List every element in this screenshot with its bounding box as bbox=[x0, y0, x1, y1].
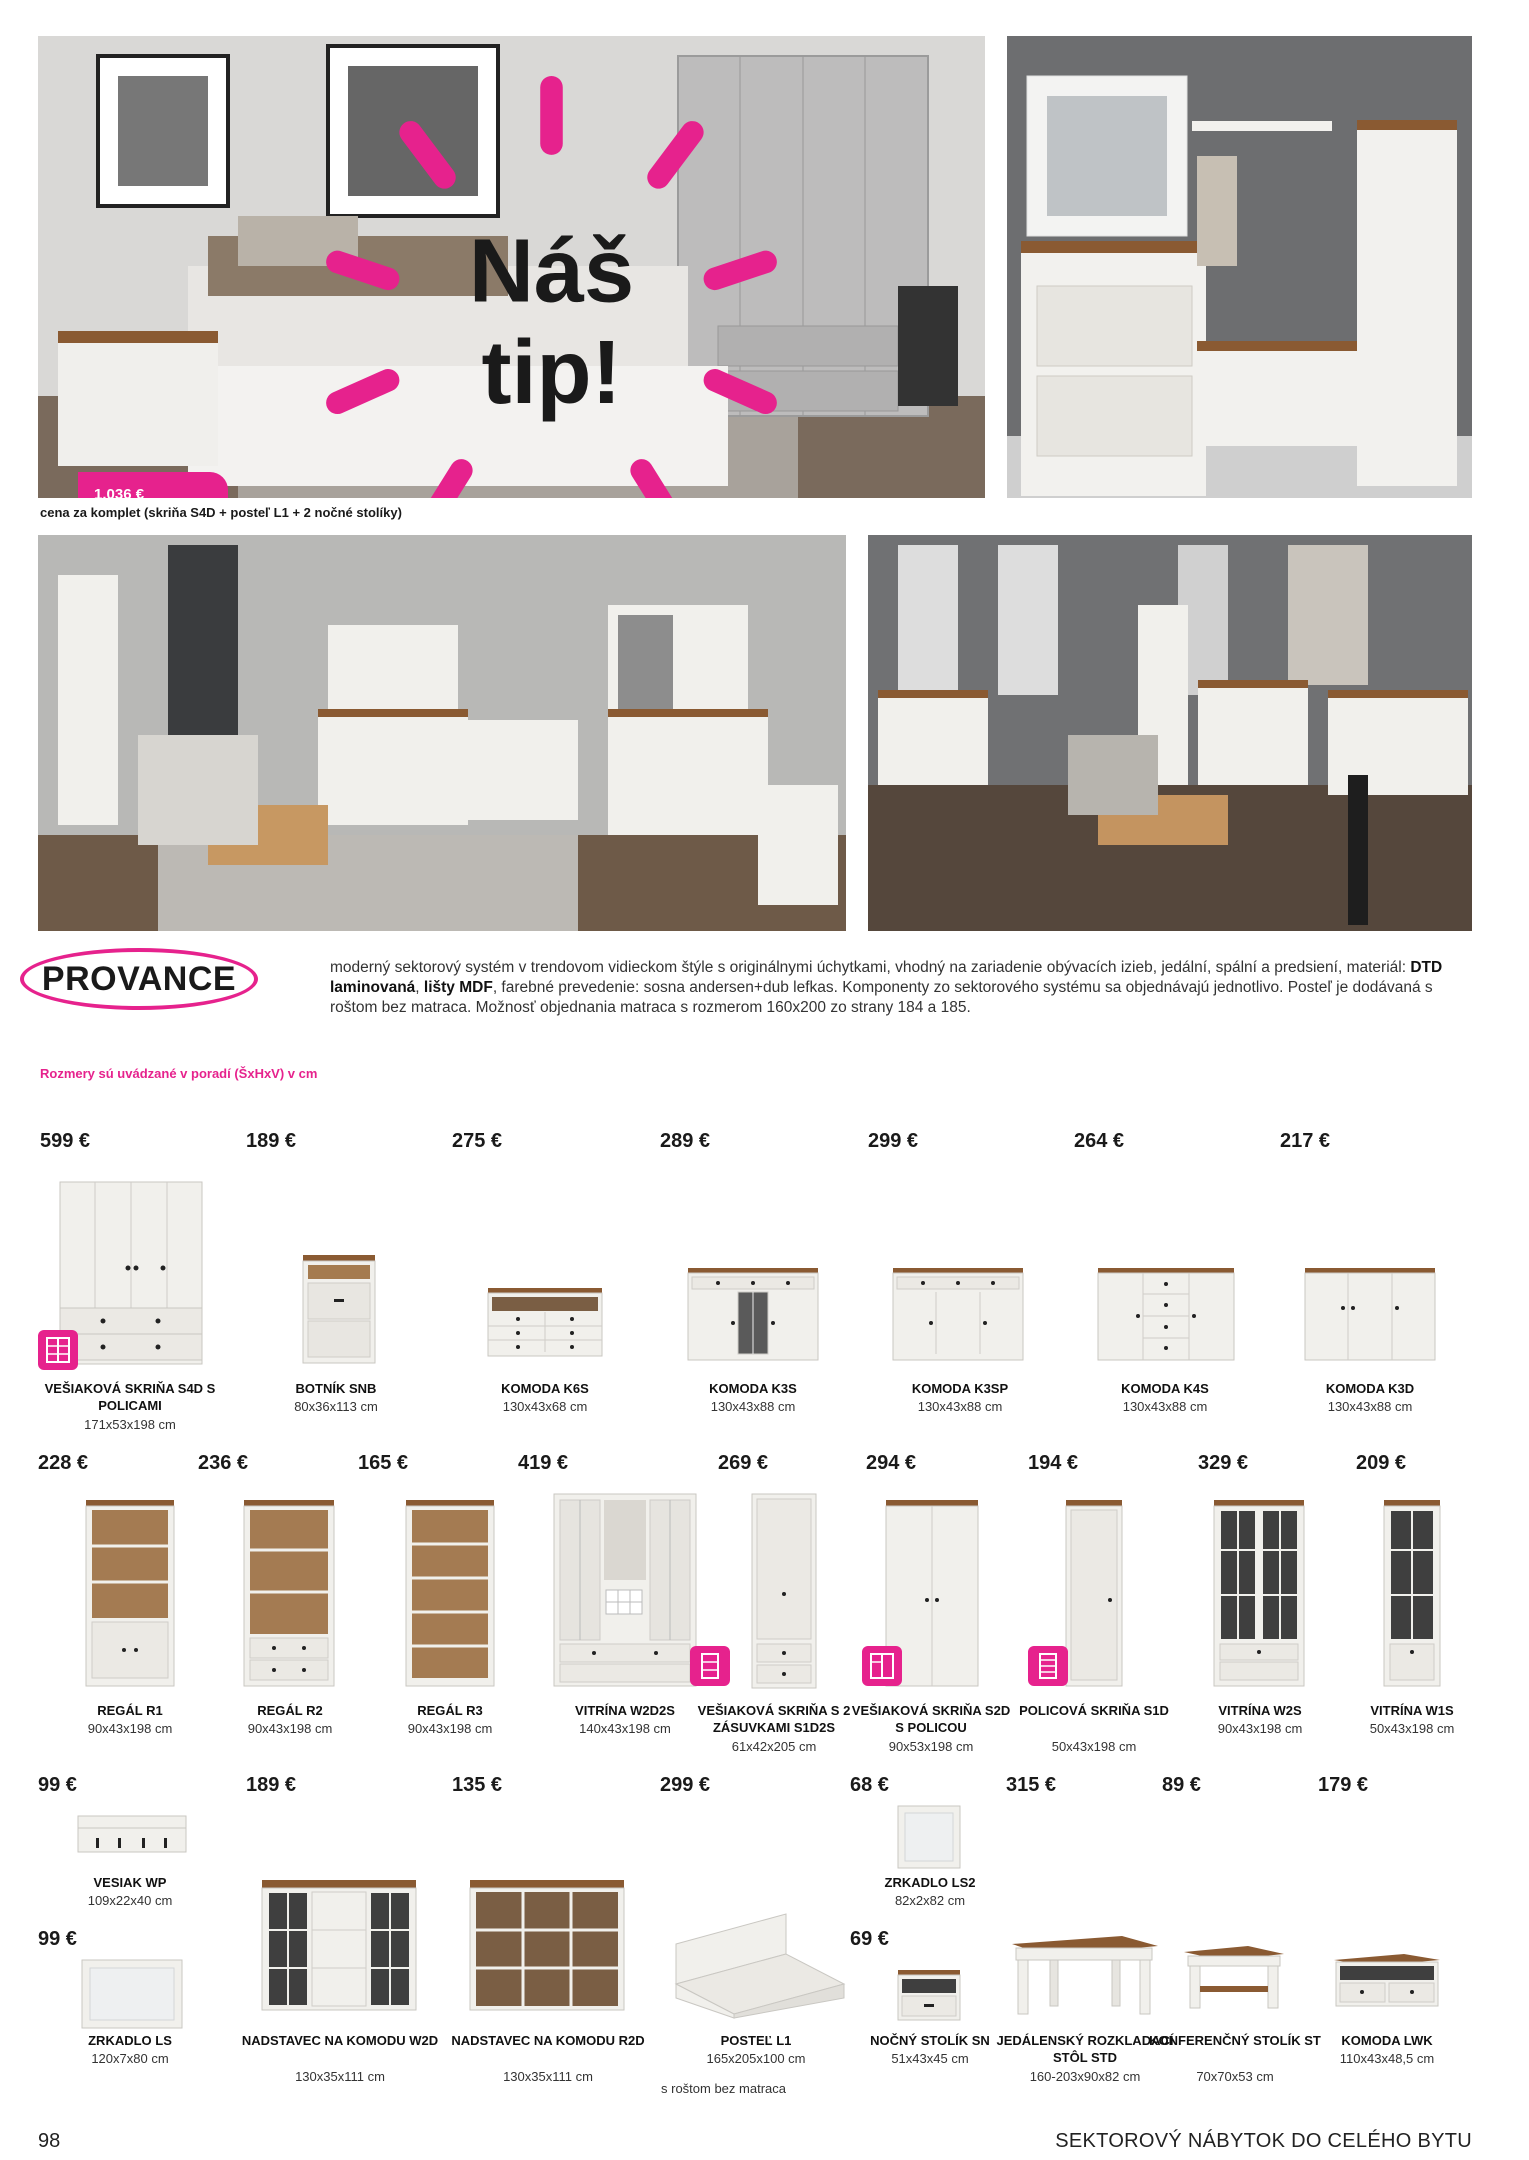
product-dimensions: 110x43x48,5 cm bbox=[1339, 2051, 1435, 2066]
svg-text:Náš: Náš bbox=[468, 220, 635, 322]
product-name: VITRÍNA W1S bbox=[1370, 1703, 1454, 1718]
product-name: BOTNÍK SNB bbox=[295, 1381, 377, 1396]
wardrobe-s1d2s-image[interactable] bbox=[752, 1494, 816, 1688]
product-price: 299 € bbox=[660, 1774, 711, 1796]
dining-table-std-image[interactable] bbox=[1012, 1936, 1158, 2014]
product-dimensions: 70x70x53 cm bbox=[1196, 2069, 1274, 2084]
chest-k3d-image[interactable] bbox=[1305, 1268, 1435, 1360]
product-price: 69 € bbox=[850, 1928, 889, 1950]
product-price: 135 € bbox=[452, 1774, 503, 1796]
product-name: VITRÍNA W2S bbox=[1218, 1703, 1302, 1718]
mirror-ls-image[interactable] bbox=[82, 1960, 182, 2028]
living-room-photo bbox=[38, 535, 846, 931]
section-title: SEKTOROVÝ NÁBYTOK DO CELÉHO BYTU bbox=[1055, 2130, 1472, 2152]
bed-l1-image[interactable] bbox=[666, 1914, 844, 2018]
product-dimensions: 171x53x198 cm bbox=[84, 1417, 176, 1432]
product-price: 329 € bbox=[1198, 1452, 1249, 1474]
product-price: 289 € bbox=[660, 1130, 711, 1152]
tv-chest-lwk-image[interactable] bbox=[1334, 1954, 1440, 2006]
tip-badge-icon bbox=[78, 76, 985, 498]
product-price: 194 € bbox=[1028, 1452, 1079, 1474]
product-name: KOMODA K4S bbox=[1121, 1381, 1209, 1396]
product-price: 99 € bbox=[38, 1928, 77, 1950]
product-name: VEŠIAKOVÁ SKRIŇA S 2 ZÁSUVKAMI S1D2S bbox=[697, 1703, 851, 1735]
product-name: POLICOVÁ SKRIŇA S1D bbox=[1019, 1703, 1169, 1718]
wardrobe-configuration-icon bbox=[1028, 1646, 1068, 1686]
product-dimensions: 130x43x88 cm bbox=[710, 1399, 796, 1414]
product-dimensions: 109x22x40 cm bbox=[87, 1893, 173, 1908]
product-dimensions: 50x43x198 cm bbox=[1051, 1739, 1137, 1754]
product-name: POSTEĽ L1 bbox=[720, 2033, 792, 2048]
product-dimensions: 130x35x111 cm bbox=[295, 2069, 385, 2084]
display-cabinet-w2d2s-image[interactable] bbox=[554, 1494, 696, 1686]
product-price: 294 € bbox=[866, 1452, 917, 1474]
shelf-r1-image[interactable] bbox=[86, 1500, 174, 1686]
wardrobe-s4d-image[interactable] bbox=[58, 1178, 204, 1364]
svg-text:tip!: tip! bbox=[481, 321, 622, 423]
product-name: VESIAK WP bbox=[93, 1875, 167, 1890]
product-name: VEŠIAKOVÁ SKRIŇA S2D S POLICOU bbox=[851, 1703, 1011, 1735]
product-price: 68 € bbox=[850, 1774, 889, 1796]
product-name: JEDÁLENSKÝ ROZKLADACÍ STÔL STD bbox=[996, 2033, 1174, 2065]
product-price: 89 € bbox=[1162, 1774, 1201, 1796]
product-price: 165 € bbox=[358, 1452, 409, 1474]
product-dimensions: 165x205x100 cm bbox=[706, 2051, 806, 2066]
product-dimensions: 51x43x45 cm bbox=[891, 2051, 969, 2066]
nightstand-sn-image[interactable] bbox=[898, 1970, 960, 2020]
product-price: 189 € bbox=[246, 1130, 297, 1152]
product-dimensions: 130x35x111 cm bbox=[503, 2069, 593, 2084]
shelf-r3-image[interactable] bbox=[406, 1500, 494, 1686]
product-dimensions: 90x43x198 cm bbox=[247, 1721, 333, 1736]
product-price: 209 € bbox=[1356, 1452, 1407, 1474]
hallway-photo bbox=[1007, 36, 1472, 498]
wardrobe-configuration-icon bbox=[690, 1646, 730, 1686]
product-dimensions: 130x43x88 cm bbox=[1122, 1399, 1208, 1414]
product-price: 419 € bbox=[518, 1452, 569, 1474]
product-dimensions: 130x43x88 cm bbox=[917, 1399, 1003, 1414]
wardrobe-configuration-icon bbox=[862, 1646, 902, 1686]
brand-logo bbox=[20, 948, 258, 1010]
product-price: 179 € bbox=[1318, 1774, 1369, 1796]
product-price: 228 € bbox=[38, 1452, 89, 1474]
top-unit-r2d-image[interactable] bbox=[470, 1880, 624, 2010]
product-dimensions: 120x7x80 cm bbox=[91, 2051, 169, 2066]
product-name: KOMODA K3SP bbox=[911, 1381, 1009, 1396]
product-price: 315 € bbox=[1006, 1774, 1057, 1796]
product-dimensions: 50x43x198 cm bbox=[1369, 1721, 1455, 1736]
collection-description: moderný sektorový systém v trendovom vidieckom štýle s originálnymi úchytkami, vhodný na zariadenie obývacích izieb, jedální, spální a predsiení, materiál: DTD laminovaná, lišty MDF, farebné prevedenie: sosna andersen+dub lefkas. Komponenty zo sektorového systému sa objednávajú jednotlivo. Posteľ je dodávaná s roštom bez matraca. Možnosť objednania matraca s rozmerom 160x200 zo strany 184 a 185. bbox=[330, 959, 1443, 1016]
coat-rack-wp-image[interactable] bbox=[78, 1816, 186, 1856]
product-dimensions: 160-203x90x82 cm bbox=[1029, 2069, 1141, 2084]
product-price: 275 € bbox=[452, 1130, 503, 1152]
product-dimensions: 130x43x88 cm bbox=[1327, 1399, 1413, 1414]
product-price: 269 € bbox=[718, 1452, 769, 1474]
bedroom-photo bbox=[38, 36, 985, 498]
top-unit-w2d-image[interactable] bbox=[262, 1880, 416, 2010]
product-name: NADSTAVEC NA KOMODU W2D bbox=[241, 2033, 439, 2048]
product-dimensions: 80x36x113 cm bbox=[294, 1399, 378, 1414]
product-name: REGÁL R1 bbox=[97, 1703, 163, 1718]
shoe-cabinet-snb-image[interactable] bbox=[302, 1255, 376, 1363]
brand-name: PROVANCE bbox=[41, 959, 237, 998]
shelf-r2-image[interactable] bbox=[244, 1500, 334, 1686]
product-price: 99 € bbox=[38, 1774, 77, 1796]
bed-note: s roštom bez matraca bbox=[661, 2081, 786, 2096]
product-dimensions: 90x43x198 cm bbox=[407, 1721, 493, 1736]
product-dimensions: 82x2x82 cm bbox=[894, 1893, 966, 1908]
product-dimensions: 90x53x198 cm bbox=[888, 1739, 974, 1754]
wardrobe-configuration-icon bbox=[38, 1330, 78, 1370]
product-dimensions: 90x43x198 cm bbox=[87, 1721, 173, 1736]
page-number: 98 bbox=[38, 2130, 61, 2152]
display-cabinet-w1s-image[interactable] bbox=[1384, 1500, 1440, 1686]
cabinet-s1d-image[interactable] bbox=[1066, 1500, 1122, 1686]
product-name: ZRKADLO LS bbox=[88, 2033, 172, 2048]
product-name: KOMODA K3D bbox=[1325, 1381, 1415, 1396]
product-name: KOMODA K6S bbox=[501, 1381, 589, 1396]
set-price-badge: 1.036 € bbox=[78, 472, 228, 498]
product-name: KOMODA LWK bbox=[1341, 2033, 1433, 2048]
dining-room-photo bbox=[868, 535, 1472, 931]
dimensions-note: Rozmery sú uvádzané v poradí (ŠxHxV) v cm bbox=[40, 1066, 318, 1081]
product-price: 299 € bbox=[868, 1130, 919, 1152]
product-name: VEŠIAKOVÁ SKRIŇA S4D S POLICAMI bbox=[44, 1381, 216, 1413]
coffee-table-st-image[interactable] bbox=[1184, 1946, 1284, 2008]
product-dimensions: 130x43x68 cm bbox=[502, 1399, 588, 1414]
product-price: 264 € bbox=[1074, 1130, 1125, 1152]
product-price: 217 € bbox=[1280, 1130, 1331, 1152]
product-name: NOČNÝ STOLÍK SN bbox=[870, 2033, 990, 2048]
display-cabinet-w2s-image[interactable] bbox=[1214, 1500, 1304, 1686]
product-price: 236 € bbox=[198, 1452, 249, 1474]
chest-k3sp-image[interactable] bbox=[893, 1268, 1023, 1360]
chest-k4s-image[interactable] bbox=[1098, 1268, 1234, 1360]
product-name: KOMODA K3S bbox=[709, 1381, 797, 1396]
product-name: ZRKADLO LS2 bbox=[884, 1875, 976, 1890]
chest-k6s-image[interactable] bbox=[488, 1288, 602, 1356]
photo-caption: cena za komplet (skriňa S4D + posteľ L1 + 2 nočné stolíky) bbox=[40, 505, 402, 520]
mirror-ls2-image[interactable] bbox=[898, 1806, 960, 1868]
product-name: REGÁL R3 bbox=[417, 1703, 483, 1718]
product-price: 599 € bbox=[40, 1130, 91, 1152]
product-dimensions: 61x42x205 cm bbox=[731, 1739, 817, 1754]
product-price: 189 € bbox=[246, 1774, 297, 1796]
product-name: REGÁL R2 bbox=[257, 1703, 323, 1718]
chest-k3s-image[interactable] bbox=[688, 1268, 818, 1360]
product-name: VITRÍNA W2D2S bbox=[575, 1703, 675, 1718]
product-name: NADSTAVEC NA KOMODU R2D bbox=[451, 2033, 645, 2048]
product-name: KONFERENČNÝ STOLÍK ST bbox=[1149, 2033, 1321, 2048]
product-dimensions: 90x43x198 cm bbox=[1217, 1721, 1303, 1736]
product-dimensions: 140x43x198 cm bbox=[579, 1721, 671, 1736]
